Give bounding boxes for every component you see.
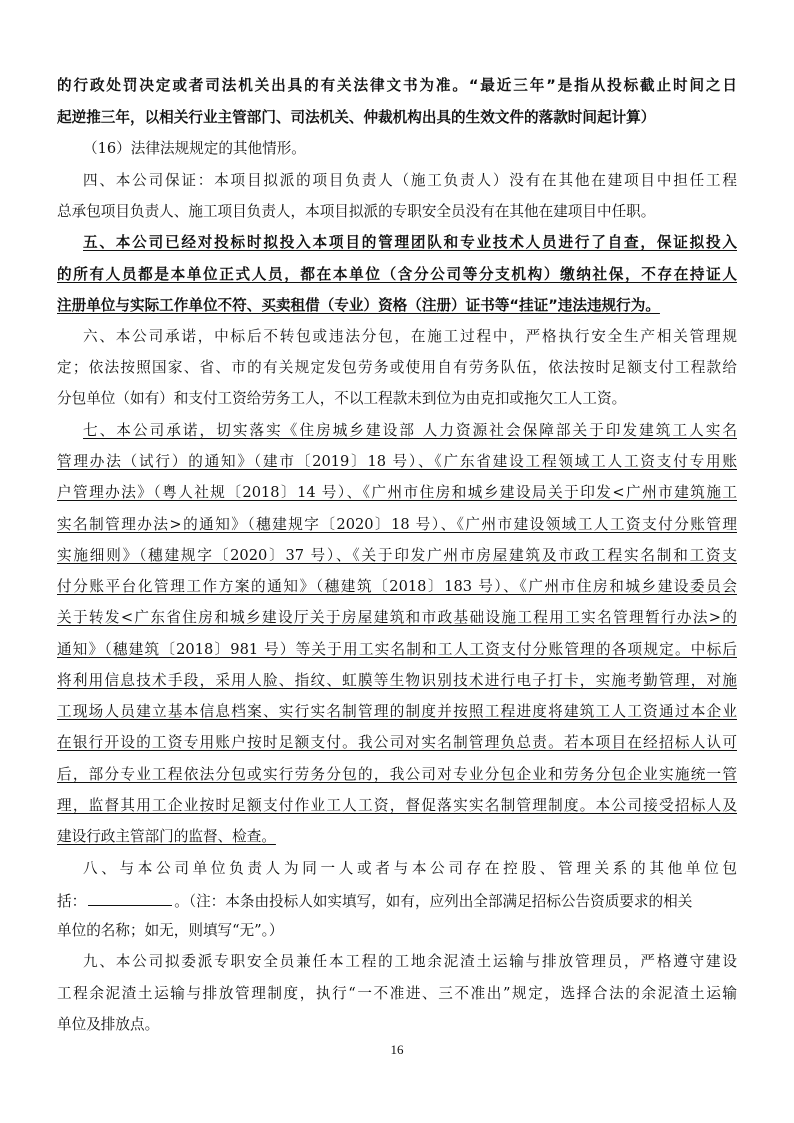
- clause-8-note: 。（注：本条由投标人如实填写，如有，应列出全部满足招标公告资质要求的相关: [174, 893, 693, 910]
- clause-7-line: 实施细则》（穗建规字〔2020〕37 号）、《关于印发广州市房屋建筑及市政工程实名制和工资支: [57, 547, 737, 564]
- clause-7-line: 付分账平台化管理工作方案的通知》（穗建筑〔2018〕183 号）、《广州市住房和城乡建设委员会: [57, 578, 737, 595]
- clause-7-line: 户管理办法》（粤人社规〔2018〕14 号）、《广州市住房和城乡建设局关于印发<广州市建筑施工: [57, 484, 737, 501]
- fill-in-blank[interactable]: [88, 890, 172, 906]
- clause-7-line: 工现场人员建立基本信息档案、实行实名制管理的制度并按照工程进度将建筑工人工资通过本企业: [57, 703, 737, 720]
- clause-8-prefix: 括：: [57, 893, 87, 910]
- clause-7-line: 实名制管理办法>的通知》（穗建规字〔2020〕18 号）、《广州市建设领域工人工资支付分账管理: [57, 516, 737, 533]
- clause-7-line: 关于转发<广东省住房和城乡建设厅关于房屋建筑和市政基础设施工程用工实名管理暂行办法>的: [57, 609, 737, 626]
- clause-4-line: 总承包项目负责人、施工项目负责人，本项目拟派的专职安全员没有在其他在建项目中任职。: [57, 203, 656, 220]
- clause-7-line: 通知》（穗建筑〔2018〕981 号）等关于用工实名制和工人工资支付分账管理的各项规定。中标后: [57, 641, 737, 658]
- paragraph-line: 的行政处罚决定或者司法机关出具的有关法律文书为准。“最近三年”是指从投标截止时间之日: [57, 77, 737, 94]
- clause-8-line: 单位的名称；如无，则填写“无”。）: [57, 922, 284, 939]
- clause-7-line: 后，部分专业工程依法分包或实行劳务分包的，我公司对专业分包企业和劳务分包企业实施统一管: [57, 766, 737, 783]
- clause-5-line: 注册单位与实际工作单位不符、买卖租借（专业）资格（注册）证书等“挂证”违法违规行为。: [57, 297, 660, 314]
- clause-8-line: 八、与本公司单位负责人为同一人或者与本公司存在控股、管理关系的其他单位包: [83, 860, 737, 877]
- paragraph-line: 起逆推三年，以相关行业主管部门、司法机关、仲裁机构出具的生效文件的落款时间起计算）: [57, 109, 656, 126]
- clause-7-line: 理，监督其用工企业按时足额支付作业工人工资，督促落实实名制管理制度。本公司接受招标人及: [57, 797, 737, 814]
- clause-7-line: 七、本公司承诺，切实落实《住房城乡建设部 人力资源社会保障部关于印发建筑工人实名: [83, 422, 737, 439]
- clause-9-line: 九、本公司拟委派专职安全员兼任本工程的工地余泥渣土运输与排放管理员，严格遵守建设: [83, 953, 737, 970]
- clause-9-line: 工程余泥渣土运输与排放管理制度，执行“一不准进、三不准出”规定，选择合法的余泥渣土运输: [57, 985, 737, 1002]
- clause-5-line: 的所有人员都是本单位正式人员，都在本单位（含分公司等分支机构）缴纳社保，不存在持证人: [57, 266, 737, 283]
- clause-6-line: 定；依法按照国家、省、市的有关规定发包劳务或使用自有劳务队伍，依法按时足额支付工程款给: [57, 359, 737, 376]
- clause-8-line: [57, 890, 692, 910]
- item-16-text: （16）法律法规规定的其他情形。: [83, 140, 306, 157]
- clause-7-line: 建设行政主管部门的监督、检查。: [57, 828, 276, 845]
- page-number: 16: [390, 1042, 404, 1057]
- clause-7-line: 管理办法（试行）的通知》（建市〔2019〕18 号）、《广东省建设工程领域工人工资支付专用账: [57, 453, 737, 470]
- clause-7-line: 在银行开设的工资专用账户按时足额支付。我公司对实名制管理负总责。若本项目在经招标人认可: [57, 734, 737, 751]
- clause-6-line: 分包单位（如有）和支付工资给劳务工人，不以工程款未到位为由克扣或拖欠工人工资。: [57, 390, 627, 407]
- clause-4-line: 四、本公司保证：本项目拟派的项目负责人（施工负责人）没有在其他在建项目中担任工程: [83, 172, 737, 189]
- clause-6-line: 六、本公司承诺，中标后不转包或违法分包，在施工过程中，严格执行安全生产相关管理规: [83, 328, 737, 345]
- clause-7-line: 将利用信息技术手段，采用人脸、指纹、虹膜等生物识别技术进行电子打卡，实施考勤管理，对施: [57, 672, 737, 689]
- clause-5-line: 五、本公司已经对投标时拟投入本项目的管理团队和专业技术人员进行了自查，保证拟投入: [83, 234, 737, 251]
- clause-9-line: 单位及排放点。: [57, 1016, 160, 1033]
